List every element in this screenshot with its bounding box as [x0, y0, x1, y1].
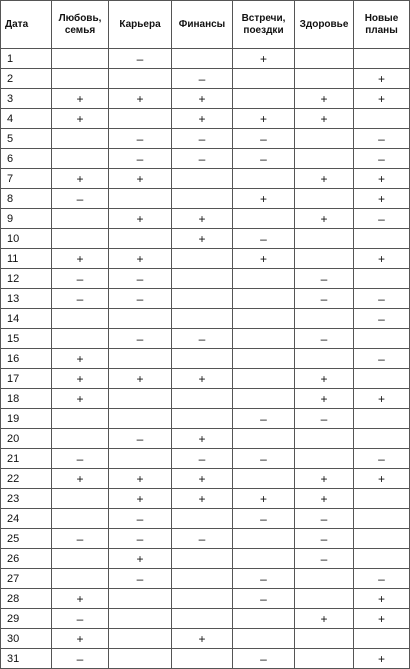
cell-new-plans: –	[354, 289, 410, 309]
date-cell: 18	[1, 389, 52, 409]
table-row	[1, 469, 410, 489]
cell-love-family	[52, 569, 109, 589]
cell-finance: +	[172, 629, 233, 649]
cell-health	[295, 569, 354, 589]
cell-meetings-trips: –	[233, 229, 295, 249]
cell-career	[109, 109, 172, 129]
cell-love-family	[52, 309, 109, 329]
cell-new-plans	[354, 369, 410, 389]
table-row	[1, 209, 410, 229]
cell-love-family: –	[52, 189, 109, 209]
cell-career	[109, 649, 172, 669]
cell-health: +	[295, 389, 354, 409]
cell-finance	[172, 649, 233, 669]
cell-finance: –	[172, 449, 233, 469]
date-cell: 24	[1, 509, 52, 529]
date-cell: 5	[1, 129, 52, 149]
cell-career	[109, 629, 172, 649]
cell-finance: +	[172, 109, 233, 129]
cell-finance	[172, 289, 233, 309]
cell-finance	[172, 249, 233, 269]
cell-finance	[172, 309, 233, 329]
cell-finance	[172, 189, 233, 209]
cell-health: –	[295, 409, 354, 429]
cell-health	[295, 189, 354, 209]
date-cell: 17	[1, 369, 52, 389]
table-row	[1, 289, 410, 309]
cell-career: –	[109, 49, 172, 69]
cell-meetings-trips	[233, 269, 295, 289]
cell-finance: –	[172, 529, 233, 549]
cell-meetings-trips	[233, 349, 295, 369]
cell-love-family	[52, 69, 109, 89]
table-row	[1, 229, 410, 249]
cell-career: –	[109, 529, 172, 549]
cell-finance	[172, 269, 233, 289]
cell-career: –	[109, 149, 172, 169]
cell-career: –	[109, 269, 172, 289]
date-cell: 8	[1, 189, 52, 209]
cell-meetings-trips	[233, 169, 295, 189]
table-row	[1, 489, 410, 509]
cell-health: –	[295, 529, 354, 549]
cell-career	[109, 409, 172, 429]
cell-health	[295, 49, 354, 69]
cell-health	[295, 429, 354, 449]
cell-meetings-trips	[233, 289, 295, 309]
cell-new-plans: +	[354, 69, 410, 89]
table-row	[1, 589, 410, 609]
cell-new-plans	[354, 329, 410, 349]
table-row	[1, 549, 410, 569]
cell-finance	[172, 349, 233, 369]
table-row	[1, 609, 410, 629]
cell-health: –	[295, 269, 354, 289]
cell-new-plans: +	[354, 609, 410, 629]
table-row	[1, 389, 410, 409]
cell-new-plans	[354, 429, 410, 449]
cell-health	[295, 69, 354, 89]
cell-health: +	[295, 169, 354, 189]
cell-finance: +	[172, 209, 233, 229]
cell-new-plans: +	[354, 249, 410, 269]
table-row	[1, 49, 410, 69]
cell-career: –	[109, 509, 172, 529]
cell-meetings-trips	[233, 329, 295, 349]
cell-new-plans: +	[354, 649, 410, 669]
cell-health	[295, 149, 354, 169]
cell-finance	[172, 169, 233, 189]
cell-love-family	[52, 509, 109, 529]
cell-health: –	[295, 549, 354, 569]
date-cell: 28	[1, 589, 52, 609]
date-cell: 25	[1, 529, 52, 549]
date-cell: 13	[1, 289, 52, 309]
cell-career	[109, 389, 172, 409]
cell-health	[295, 449, 354, 469]
cell-new-plans: +	[354, 589, 410, 609]
date-cell: 11	[1, 249, 52, 269]
cell-meetings-trips: –	[233, 449, 295, 469]
cell-career: +	[109, 489, 172, 509]
date-cell: 29	[1, 609, 52, 629]
table-row	[1, 249, 410, 269]
cell-new-plans: –	[354, 209, 410, 229]
cell-finance	[172, 589, 233, 609]
cell-health	[295, 649, 354, 669]
cell-new-plans: +	[354, 189, 410, 209]
cell-new-plans: –	[354, 129, 410, 149]
date-cell: 10	[1, 229, 52, 249]
cell-finance	[172, 389, 233, 409]
cell-love-family: +	[52, 469, 109, 489]
header-new-plans: Новые планы	[354, 1, 410, 49]
cell-love-family: –	[52, 649, 109, 669]
cell-new-plans	[354, 549, 410, 569]
cell-love-family	[52, 409, 109, 429]
cell-career: –	[109, 289, 172, 309]
cell-health: +	[295, 469, 354, 489]
table-row	[1, 169, 410, 189]
date-cell: 9	[1, 209, 52, 229]
cell-finance: +	[172, 369, 233, 389]
cell-health: –	[295, 289, 354, 309]
cell-meetings-trips: +	[233, 249, 295, 269]
cell-love-family: +	[52, 389, 109, 409]
cell-love-family: –	[52, 289, 109, 309]
cell-health	[295, 309, 354, 329]
table-row	[1, 189, 410, 209]
cell-new-plans: +	[354, 469, 410, 489]
cell-career: –	[109, 569, 172, 589]
cell-love-family: +	[52, 169, 109, 189]
cell-meetings-trips: –	[233, 589, 295, 609]
cell-career: +	[109, 209, 172, 229]
date-cell: 1	[1, 49, 52, 69]
header-row	[1, 1, 410, 49]
table-row	[1, 269, 410, 289]
cell-love-family: +	[52, 109, 109, 129]
cell-career: +	[109, 249, 172, 269]
cell-career	[109, 349, 172, 369]
date-cell: 19	[1, 409, 52, 429]
cell-health	[295, 589, 354, 609]
cell-meetings-trips: –	[233, 509, 295, 529]
cell-meetings-trips: –	[233, 129, 295, 149]
table-row	[1, 309, 410, 329]
date-cell: 27	[1, 569, 52, 589]
cell-love-family	[52, 49, 109, 69]
cell-meetings-trips	[233, 309, 295, 329]
cell-meetings-trips	[233, 629, 295, 649]
cell-health	[295, 129, 354, 149]
table-row	[1, 149, 410, 169]
cell-career: –	[109, 329, 172, 349]
date-cell: 7	[1, 169, 52, 189]
table-header	[1, 1, 410, 49]
date-cell: 22	[1, 469, 52, 489]
cell-love-family: –	[52, 449, 109, 469]
cell-career	[109, 69, 172, 89]
table-row	[1, 529, 410, 549]
date-cell: 2	[1, 69, 52, 89]
date-cell: 3	[1, 89, 52, 109]
table-row	[1, 109, 410, 129]
table-row	[1, 129, 410, 149]
cell-love-family: +	[52, 369, 109, 389]
cell-meetings-trips	[233, 369, 295, 389]
cell-career	[109, 309, 172, 329]
cell-love-family	[52, 549, 109, 569]
table-row	[1, 509, 410, 529]
cell-career	[109, 589, 172, 609]
cell-love-family: +	[52, 629, 109, 649]
cell-career	[109, 609, 172, 629]
cell-meetings-trips: +	[233, 189, 295, 209]
cell-new-plans: –	[354, 149, 410, 169]
cell-finance: +	[172, 429, 233, 449]
cell-love-family	[52, 129, 109, 149]
cell-career	[109, 189, 172, 209]
table-row	[1, 69, 410, 89]
date-cell: 4	[1, 109, 52, 129]
cell-meetings-trips	[233, 69, 295, 89]
cell-new-plans: +	[354, 389, 410, 409]
cell-finance: –	[172, 329, 233, 349]
header-health: Здоровье	[295, 1, 354, 49]
cell-new-plans: –	[354, 569, 410, 589]
cell-finance: +	[172, 469, 233, 489]
table-row	[1, 349, 410, 369]
cell-meetings-trips: –	[233, 569, 295, 589]
header-finance: Финансы	[172, 1, 233, 49]
date-cell: 15	[1, 329, 52, 349]
date-cell: 6	[1, 149, 52, 169]
cell-meetings-trips	[233, 529, 295, 549]
cell-meetings-trips: –	[233, 409, 295, 429]
cell-finance: +	[172, 229, 233, 249]
cell-love-family: +	[52, 349, 109, 369]
cell-meetings-trips	[233, 609, 295, 629]
cell-meetings-trips	[233, 389, 295, 409]
cell-new-plans: –	[354, 349, 410, 369]
cell-meetings-trips	[233, 429, 295, 449]
cell-new-plans: +	[354, 89, 410, 109]
cell-love-family: –	[52, 529, 109, 549]
cell-new-plans: –	[354, 449, 410, 469]
header-love-family: Любовь, семья	[52, 1, 109, 49]
cell-new-plans	[354, 49, 410, 69]
cell-career: +	[109, 89, 172, 109]
cell-health	[295, 349, 354, 369]
cell-career	[109, 449, 172, 469]
table-body	[1, 49, 410, 669]
table-row	[1, 649, 410, 669]
cell-meetings-trips: +	[233, 109, 295, 129]
table-row	[1, 409, 410, 429]
header-career: Карьера	[109, 1, 172, 49]
cell-love-family: –	[52, 609, 109, 629]
cell-health: +	[295, 109, 354, 129]
cell-health: –	[295, 329, 354, 349]
cell-career: +	[109, 469, 172, 489]
cell-finance	[172, 549, 233, 569]
cell-love-family	[52, 429, 109, 449]
cell-career	[109, 229, 172, 249]
cell-love-family	[52, 489, 109, 509]
cell-love-family	[52, 149, 109, 169]
cell-finance	[172, 49, 233, 69]
date-cell: 26	[1, 549, 52, 569]
cell-career: +	[109, 369, 172, 389]
header-meetings-trips: Встречи, поездки	[233, 1, 295, 49]
cell-new-plans	[354, 509, 410, 529]
cell-meetings-trips	[233, 209, 295, 229]
cell-health	[295, 229, 354, 249]
cell-meetings-trips: –	[233, 649, 295, 669]
table-row	[1, 329, 410, 349]
table-row	[1, 449, 410, 469]
date-cell: 12	[1, 269, 52, 289]
cell-meetings-trips: +	[233, 489, 295, 509]
cell-love-family	[52, 229, 109, 249]
cell-health: +	[295, 209, 354, 229]
cell-finance: –	[172, 129, 233, 149]
cell-new-plans	[354, 409, 410, 429]
cell-health	[295, 249, 354, 269]
table-row	[1, 569, 410, 589]
cell-health: –	[295, 509, 354, 529]
date-cell: 30	[1, 629, 52, 649]
cell-finance: –	[172, 69, 233, 89]
cell-finance: +	[172, 89, 233, 109]
cell-love-family	[52, 209, 109, 229]
cell-finance	[172, 569, 233, 589]
cell-finance	[172, 409, 233, 429]
cell-meetings-trips	[233, 469, 295, 489]
date-cell: 20	[1, 429, 52, 449]
cell-finance	[172, 609, 233, 629]
date-cell: 23	[1, 489, 52, 509]
cell-love-family	[52, 329, 109, 349]
cell-career: +	[109, 169, 172, 189]
cell-new-plans	[354, 109, 410, 129]
cell-career: +	[109, 549, 172, 569]
cell-finance	[172, 509, 233, 529]
cell-health	[295, 629, 354, 649]
cell-new-plans: –	[354, 309, 410, 329]
cell-health: +	[295, 369, 354, 389]
cell-love-family: +	[52, 89, 109, 109]
cell-new-plans	[354, 229, 410, 249]
date-cell: 14	[1, 309, 52, 329]
cell-love-family: +	[52, 249, 109, 269]
table-row	[1, 89, 410, 109]
table-row	[1, 629, 410, 649]
cell-new-plans	[354, 489, 410, 509]
cell-career: –	[109, 129, 172, 149]
date-cell: 31	[1, 649, 52, 669]
cell-love-family: +	[52, 589, 109, 609]
cell-meetings-trips	[233, 549, 295, 569]
cell-finance: –	[172, 149, 233, 169]
cell-health: +	[295, 89, 354, 109]
cell-health: +	[295, 489, 354, 509]
cell-love-family: –	[52, 269, 109, 289]
cell-new-plans	[354, 629, 410, 649]
table-row	[1, 429, 410, 449]
cell-new-plans: +	[354, 169, 410, 189]
cell-health: +	[295, 609, 354, 629]
cell-new-plans	[354, 269, 410, 289]
cell-meetings-trips: +	[233, 49, 295, 69]
table-row	[1, 369, 410, 389]
cell-meetings-trips	[233, 89, 295, 109]
cell-new-plans	[354, 529, 410, 549]
header-date: Дата	[1, 1, 52, 49]
cell-meetings-trips: –	[233, 149, 295, 169]
date-cell: 21	[1, 449, 52, 469]
cell-career: –	[109, 429, 172, 449]
cell-finance: +	[172, 489, 233, 509]
date-cell: 16	[1, 349, 52, 369]
